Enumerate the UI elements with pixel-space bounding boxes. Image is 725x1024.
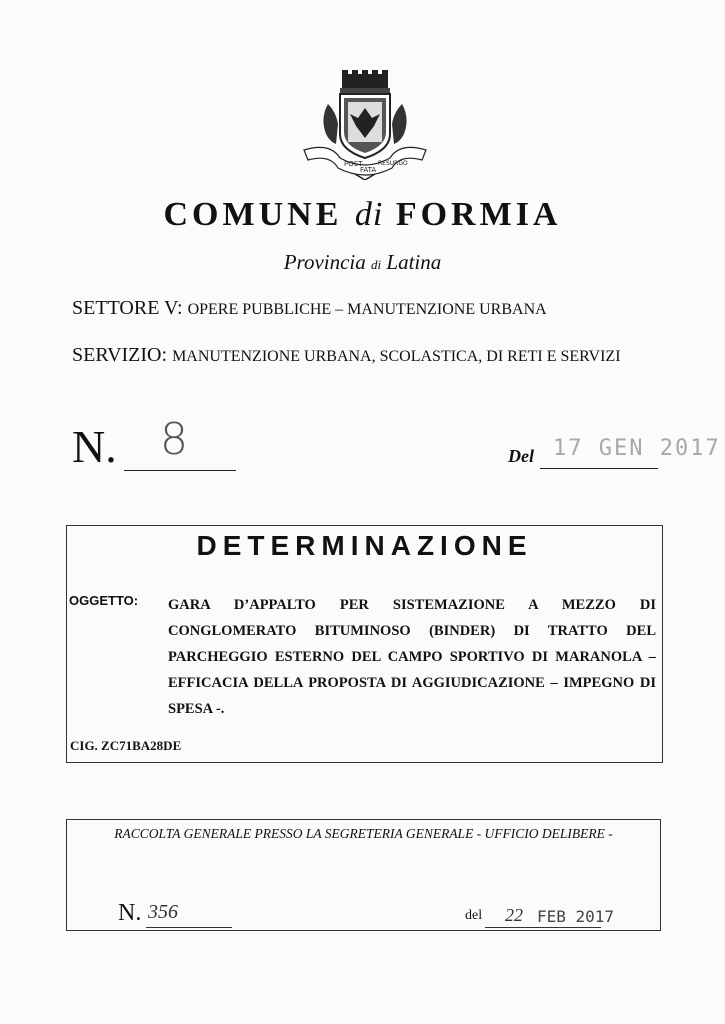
settore-line [72, 297, 547, 320]
raccolta-text: RACCOLTA GENERALE PRESSO LA SEGRETERIA GENERALE - UFFICIO DELIBERE - [114, 826, 613, 841]
raccolta-del-label: del [465, 908, 483, 923]
crest-motto-2: FATA [360, 166, 377, 174]
settore-label: SETTORE V: [72, 297, 183, 319]
del-label: Del [508, 446, 534, 466]
determinazione-heading: DETERMINAZIONE [196, 530, 533, 561]
settore-value: OPERE PUBBLICHE – MANUTENZIONE URBANA [187, 301, 547, 318]
title-comune: COMUNE [163, 196, 343, 233]
coat-of-arms-icon [300, 68, 430, 180]
raccolta-date-stamp: FEB 2017 [537, 907, 615, 926]
oggetto-text: GARA D’APPALTO PER SISTEMAZIONE A MEZZO DI CONGLOMERATO BITUMINOSO (BINDER) DI TRATTO DEL PARCHEGGIO ESTERNO DEL CAMPO SPORTIVO DI MARANOLA – EFFICACIA DELLA PROPOSTA DI AGGIUDICAZIONE – IMPEGNO DI SPESA -. [168, 597, 656, 717]
province-di: di [371, 257, 382, 272]
raccolta-handwritten-number: 356 [148, 901, 178, 923]
servizio-line [72, 344, 621, 367]
province-line [0, 250, 725, 275]
title-di: di [354, 196, 384, 233]
servizio-label: SERVIZIO: [72, 344, 168, 366]
title-formia: FORMIA [395, 196, 562, 233]
cig-code: CIG. ZC71BA28DE [70, 738, 182, 753]
province-word: Provincia [283, 250, 366, 274]
crest-motto-1: POST [344, 160, 363, 168]
raccolta-date-underline [485, 927, 601, 928]
number-label: N. [72, 421, 117, 472]
date-stamp: 17 GEN 2017 [553, 436, 721, 461]
raccolta-handwritten-day: 22 [505, 905, 523, 925]
province-name: Latina [386, 250, 442, 274]
raccolta-number-underline [146, 927, 232, 928]
crest-motto-3: RESURGO [378, 160, 408, 167]
date-underline [540, 468, 658, 469]
municipality-title [0, 196, 725, 234]
handwritten-number: 8 [160, 414, 188, 465]
servizio-value: MANUTENZIONE URBANA, SCOLASTICA, DI RETI E SERVIZI [172, 348, 621, 365]
number-underline [124, 470, 236, 471]
raccolta-number-label: N. [118, 900, 142, 926]
oggetto-label: OGGETTO: [69, 593, 139, 608]
